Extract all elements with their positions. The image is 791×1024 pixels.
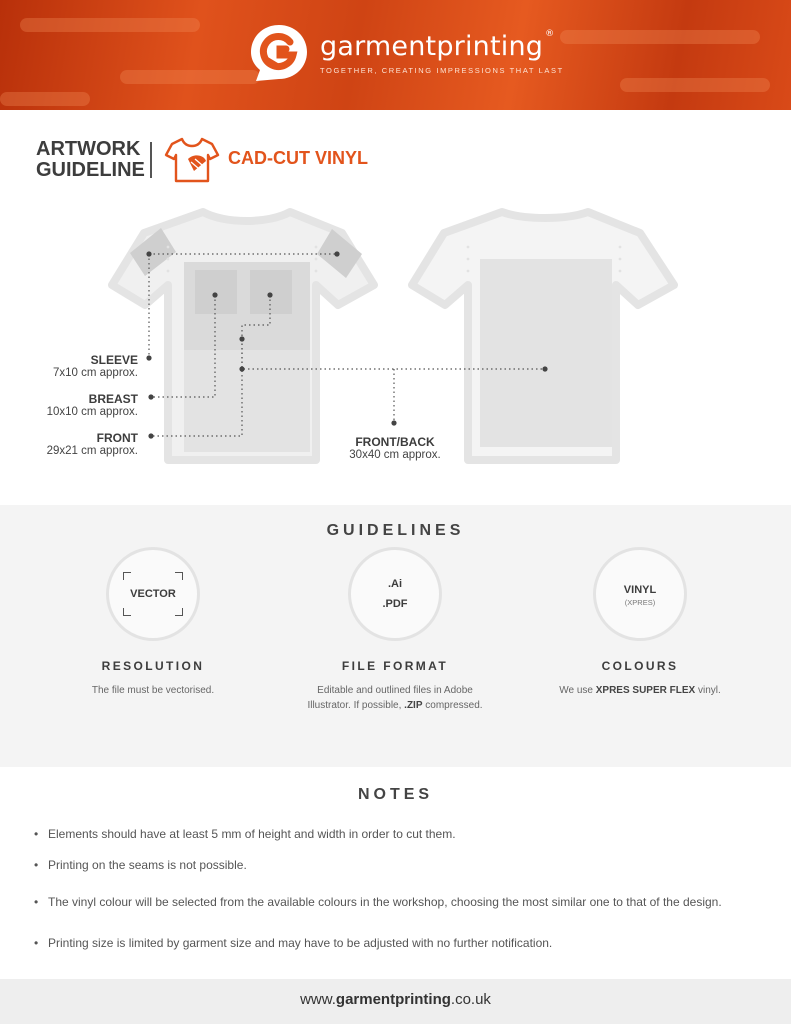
label-sleeve: SLEEVE 7x10 cm approx. — [52, 353, 138, 379]
label-front: FRONT 29x21 cm approx. — [46, 431, 138, 457]
guideline-resolution — [33, 547, 273, 698]
list-item: • Elements should have at least 5 mm of height and width in order to cut them. — [34, 826, 754, 843]
resolution-description: The file must be vectorised. — [91, 685, 215, 696]
resolution-heading: RESOLUTION — [101, 659, 205, 673]
list-item: • Printing on the seams is not possible. — [34, 857, 754, 874]
guidelines-title: GUIDELINES — [326, 522, 465, 539]
speech-bubble-g-logo-icon — [248, 22, 310, 84]
guidelines-section — [0, 505, 791, 767]
colours-description: We use XPRES SUPER FLEX vinyl. — [559, 685, 721, 696]
list-item: • The vinyl colour will be selected from the available colours in the workshop, choosing the most similar one to that of the design. — [34, 894, 754, 911]
file-format-description: Editable and outlined files in Adobe Illustrator. If possible, .ZIP compressed. — [307, 685, 483, 711]
colours-heading: COLOURS — [601, 659, 679, 673]
footer-url[interactable]: www.garmentprinting.co.uk — [0, 979, 791, 1024]
list-item: • Printing size is limited by garment size and may have to be adjusted with no further notification. — [34, 935, 754, 952]
file-format-heading: FILE FORMAT — [341, 659, 449, 673]
left-breast-area — [195, 270, 237, 314]
brand-logo[interactable] — [248, 22, 564, 84]
back-print-area — [480, 259, 612, 447]
vector-icon: VECTOR — [106, 547, 200, 641]
title-divider — [150, 142, 152, 178]
page-title: ARTWORK GUIDELINE — [36, 138, 145, 181]
notes-title: NOTES — [357, 786, 434, 803]
label-breast: BREAST 10x10 cm approx. — [46, 392, 138, 418]
brand-name: garmentprinting ® — [320, 29, 555, 62]
guideline-colours — [520, 547, 760, 698]
tshirt-icon — [164, 135, 220, 185]
right-breast-area — [250, 270, 292, 314]
file-format-icon: .Ai .PDF — [348, 547, 442, 641]
vinyl-icon: VINYL (XPRES) — [593, 547, 687, 641]
label-front-back: FRONT/BACK 30x40 cm approx. — [349, 435, 441, 461]
header-banner — [0, 0, 791, 110]
page-subtitle: CAD-CUT VINYL — [228, 148, 368, 168]
guideline-file-format — [275, 547, 515, 713]
brand-tagline: TOGETHER, CREATING IMPRESSIONS THAT LAST — [320, 66, 564, 75]
